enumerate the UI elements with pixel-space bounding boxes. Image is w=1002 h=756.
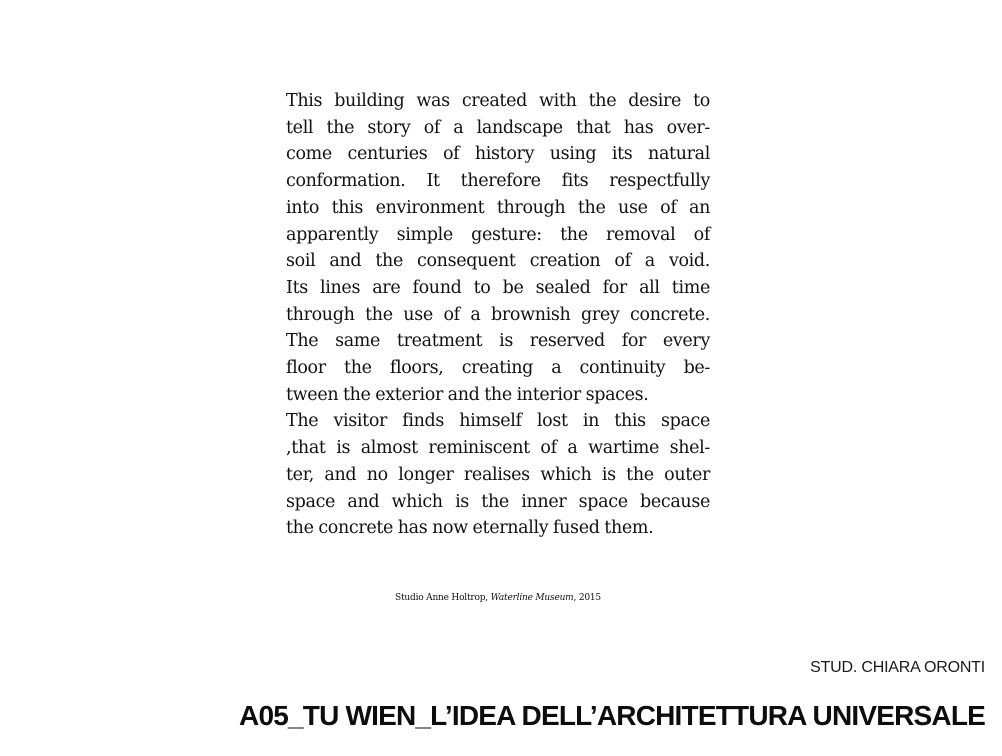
body-line: tell the story of a landscape that has over- [286,117,710,138]
body-line: soil and the consequent creation of a void. [286,251,710,272]
body-line: the concrete has now eternally fused them. [286,518,654,539]
body-line: through the use of a brownish grey concrete. [286,304,710,325]
body-line: conformation. It therefore fits respectfully [286,171,710,192]
body-line: apparently simple gesture: the removal of [286,224,710,245]
body-line: floor the floors, creating a continuity be- [286,358,710,379]
caption-year: , 2015 [573,593,601,603]
body-line: ter, and no longer realises which is the outer [286,464,710,485]
body-line: tween the exterior and the interior spaces. [286,384,649,405]
body-line: Its lines are found to be sealed for all time [286,277,710,298]
body-line: ,that is almost reminiscent of a wartime shel- [286,438,710,459]
caption-work-title: Waterline Museum [490,593,574,603]
caption-studio: Studio Anne Holtrop, [395,593,491,603]
project-title: A05_TU WIEN_L’IDEA DELL’ARCHITETTURA UNIVERSALE [239,700,985,731]
body-line: come centuries of history using its natural [286,144,710,165]
body-line: The same treatment is reserved for every [286,331,710,352]
body-line: space and which is the inner space because [286,491,710,512]
body-line: The visitor finds himself lost in this space [286,411,710,432]
body-paragraph [286,88,710,542]
author-name: STUD. CHIARA ORONTI [810,659,985,676]
body-line: into this environment through the use of an [286,197,710,218]
image-caption [286,592,710,604]
body-line: This building was created with the desire to [286,91,710,111]
